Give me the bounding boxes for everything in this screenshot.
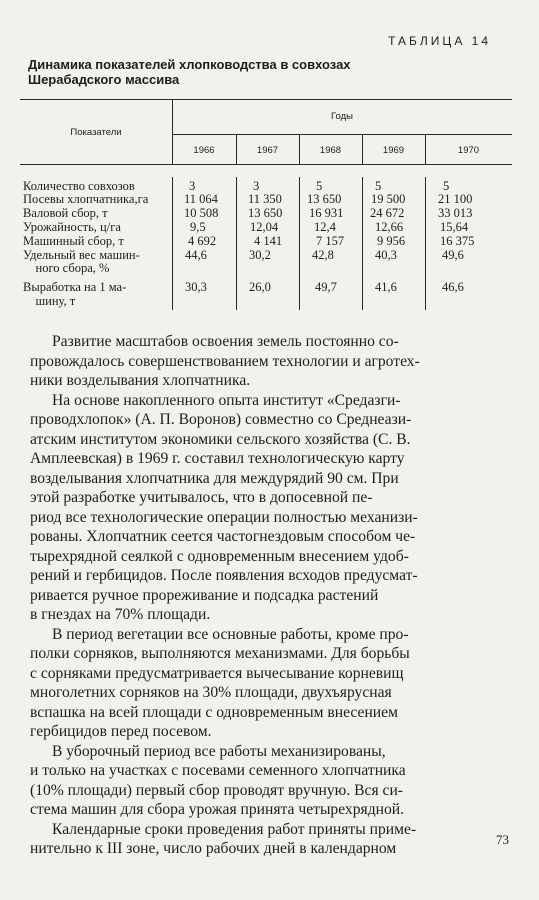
table-label: ТАБЛИЦА 14 [388,34,491,48]
table-body-divider [299,177,300,310]
table-cell: 12,4 [314,220,336,234]
table-cell: 30,2 [249,248,271,262]
table-cell: 12,66 [375,220,404,234]
row-label: Машинный сбор, т [23,234,124,248]
text-line: ривается ручное прореживание и подсадка растений [30,586,379,604]
text-line: В уборочный период все работы механизированы, [52,742,386,760]
table-title-line: Динамика показателей хлопководства в совхозах [28,57,351,72]
text-line: Развитие масштабов освоения земель постоянно со- [52,333,399,350]
text-line: в гнездах на 70% площади. [30,606,211,623]
year-header: 1966 [193,145,215,156]
table-cell: 19 500 [371,192,406,206]
text-line: и только на участках с посевами семенного хлопчатника [30,762,406,779]
text-line: Амплеевская) в 1969 г. составил технологическую карту [30,450,405,467]
table-cell: 24 672 [370,206,405,220]
row-label-continuation: шину, т [23,294,76,308]
table-cell: 13 650 [307,192,342,206]
body-text [30,332,518,859]
page-number: 73 [496,832,509,847]
text-line: нительно к III зоне, число рабочих дней в календарном [30,840,397,857]
table-cell: 11 064 [184,192,218,206]
text-line: стема машин для сбора урожая принята четырехрядной. [30,801,405,818]
table-header-bottom-rule [20,164,512,165]
text-line: В период вегетации все основные работы, кроме про- [52,625,409,643]
table-cell: 49,7 [315,280,337,294]
table-cell: 4 692 [188,234,217,248]
table-cell: 5 [443,179,450,193]
year-header: 1968 [319,145,342,156]
text-line: рений и гербицидов. После появления всходов предусмат- [30,567,418,584]
table-cell: 5 [316,179,323,193]
row-label-continuation: ного сбора, % [23,261,110,275]
table-cell: 26,0 [249,280,271,294]
text-line: вспашка на всей площади с одновременным внесением [30,703,398,721]
text-line: этой разработке учитывалось, что в допосевной пе- [30,489,373,506]
text-line: ники возделывания хлопчатника. [30,372,251,389]
text-line: атским институтом экономики сельского хозяйства (С. В. [30,430,411,448]
table-cell: 40,3 [375,248,397,262]
table-body-divider [362,177,363,310]
text-line: риод все технологические операции полностью механизи- [30,508,418,526]
table-cell: 41,6 [375,280,397,294]
table-cell: 30,3 [185,280,207,294]
table-cell: 33 013 [438,206,473,220]
text-line: Календарные сроки проведения работ приняты приме- [52,820,417,838]
row-label: Удельный вес машин- [23,248,140,262]
table-cell: 3 [189,179,196,193]
text-line: На основе накопленного опыта институт «Средазги- [52,391,401,409]
text-line: проводхлопок» (А. П. Воронов) совместно со Среднеази- [30,411,412,428]
table-body-divider [236,177,237,310]
text-line: (10% площади) первый сбор проводят вручную. Вся си- [30,781,403,799]
table-cell: 42,8 [312,248,334,262]
table-top-rule [20,99,512,100]
table-cell: 5 [375,179,382,193]
year-header: 1970 [457,145,480,156]
table-title [28,57,508,87]
year-header: 1967 [256,145,279,156]
table-cell: 16 375 [440,234,475,248]
table-cell: 44,6 [185,248,207,262]
table-cell: 7 157 [316,234,345,248]
table-cell: 16 931 [309,206,344,220]
table-cell: 13 650 [248,206,283,220]
table-cell: 3 [253,179,260,193]
text-line: гербицидов перед посевом. [30,723,212,740]
year-header: 1969 [382,145,405,156]
table-cell: 21 100 [438,192,473,206]
stub-header: Показатели [70,127,122,138]
table-cell: 11 350 [248,192,282,206]
table-header-rule [172,134,512,135]
row-label: Выработка на 1 ма- [23,280,127,294]
table-cell: 4 141 [254,234,283,248]
table-cell: 12,04 [250,220,279,234]
group-header: Годы [331,111,353,122]
text-line: полки сорняков, выполняются механизмами. Для борьбы [30,645,410,662]
table-body-divider [425,177,426,310]
table-title-line: Шерабадского массива [28,72,180,87]
text-line: тырехрядной сеялкой с одновременным внесением удоб- [30,547,409,565]
table-cell: 10 508 [184,206,219,220]
row-label: Посевы хлопчатника,га [23,192,149,206]
text-line: многолетних сорняков на 30% площади, двухъярусная [30,684,392,701]
table-body-divider [172,177,173,310]
text-line: с сорняками предусматривается вычесывание корневищ [30,664,404,682]
row-label: Количество совхозов [23,179,135,193]
text-line: провождалось совершенствованием технологии и агротех- [30,352,420,370]
row-label: Урожайность, ц/га [23,220,121,234]
table-cell: 9 956 [377,234,406,248]
table-cell: 15,64 [440,220,469,234]
table-cell: 46,6 [442,280,464,294]
table-cell: 9,5 [190,220,206,234]
row-label: Валовой сбор, т [23,206,108,220]
text-line: возделывания хлопчатника для междурядий 90 см. При [30,469,399,487]
table-cell: 49,6 [442,248,464,262]
text-line: рованы. Хлопчатник сеется частогнездовым способом че- [30,528,416,545]
